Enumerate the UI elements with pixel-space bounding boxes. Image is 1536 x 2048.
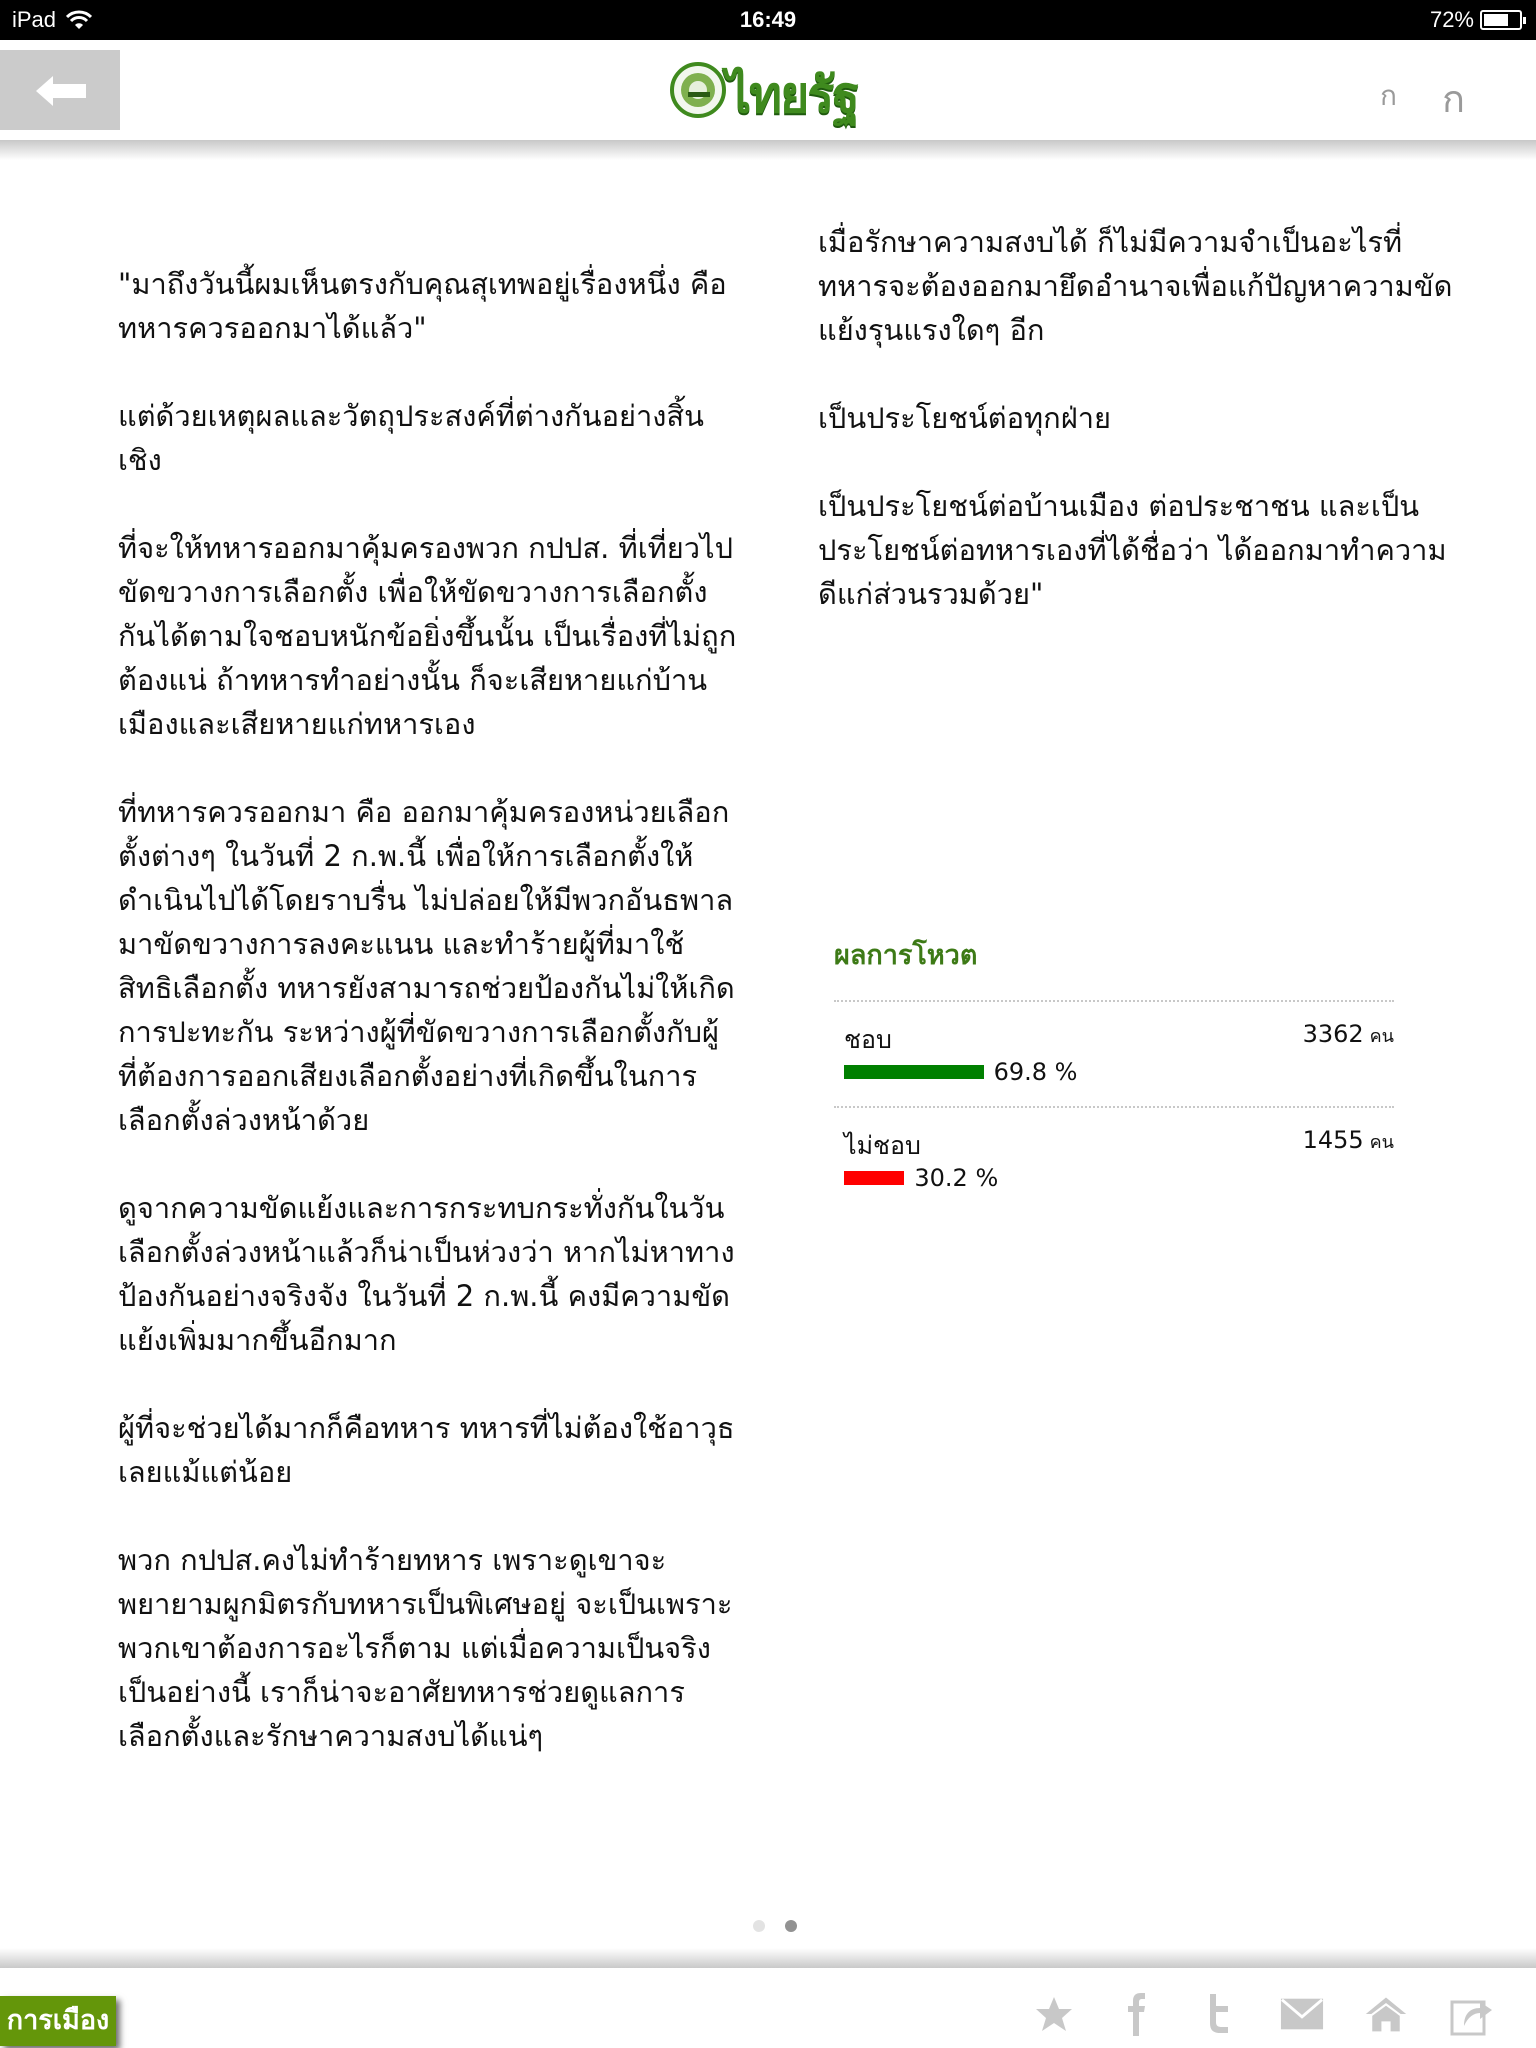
share-icon[interactable] — [1450, 1992, 1494, 2036]
poll-title: ผลการโหวต — [834, 940, 978, 971]
poll-percent: 69.8 % — [993, 1058, 1078, 1086]
page-dot[interactable] — [785, 1920, 797, 1932]
star-icon[interactable] — [1032, 1992, 1076, 2036]
battery-tip — [1523, 17, 1526, 24]
toolbar-shadow — [0, 1948, 1536, 1968]
logo-text: ไทยรัฐ — [726, 66, 858, 124]
page-dot[interactable] — [753, 1920, 765, 1932]
mail-icon[interactable] — [1280, 1992, 1324, 2036]
poll-option-label: ชอบ — [844, 1025, 892, 1054]
app-header — [0, 40, 1536, 140]
article-paragraph: ที่จะให้ทหารออกมาคุ้มครองพวก กปปส. ที่เที่ยวไปขัดขวางการเลือกตั้ง เพื่อให้ขัดขวางการเลือกตั้งกันได้ตามใจชอบหนักข้อยิ่งขึ้นนั้น เป็นเรื่องที่ไม่ถูกต้องแน่ ถ้าทหารทำอย่างนั้น ก็จะเสียหายแก่บ้านเมืองและเสียหายแก่ทหารเอง — [118, 531, 737, 741]
poll-option-label: ไม่ชอบ — [844, 1131, 921, 1160]
article-paragraph: ที่ทหารควรออกมา คือ ออกมาคุ้มครองหน่วยเลือกตั้งต่างๆ ในวันที่ 2 ก.พ.นี้ เพื่อให้การเลือกตั้งให้ดำเนินไปได้โดยราบรื่น ไม่ปล่อยให้มีพวกอันธพาลมาขัดขวางการลงคะแนน และทำร้ายผู้ที่มาใช้สิทธิเลือกตั้ง ทหารยังสามารถช่วยป้องกันไม่ให้เกิดการปะทะกัน ระหว่างผู้ที่ขัดขวางการเลือกตั้งกับผู้ที่ต้องการออกเสียงเลือกตั้งอย่างที่เกิดขึ้นในการเลือกตั้งล่วงหน้าด้วย — [118, 795, 735, 1137]
twitter-icon[interactable] — [1196, 1992, 1240, 2036]
battery-percent: 72% — [1429, 7, 1474, 32]
poll-count-value: 3362 — [1302, 1020, 1364, 1048]
battery-icon — [1480, 10, 1522, 30]
device-name: iPad — [12, 7, 57, 32]
thairath-logo[interactable] — [668, 52, 878, 128]
back-button[interactable] — [0, 50, 120, 130]
poll-results — [834, 930, 1394, 1212]
poll-option-count — [1303, 1020, 1394, 1050]
poll-count-unit: คน — [1369, 1132, 1394, 1153]
logo-gear-emblem — [670, 62, 726, 118]
article-paragraph: ดูจากความขัดแย้งและการกระทบกระทั่งกันในวันเลือกตั้งล่วงหน้าแล้วก็น่าเป็นห่วงว่า หากไม่หาทางป้องกันอย่างจริงจัง ในวันที่ 2 ก.พ.นี้ คงมีความขัดแย้งเพิ่มมากขึ้นอีกมาก — [118, 1191, 735, 1357]
article-paragraph: แต่ด้วยเหตุผลและวัตถุประสงค์ที่ต่างกันอย่างสิ้นเชิง — [118, 399, 704, 477]
poll-bar-wrap — [844, 1164, 998, 1192]
page-indicator — [0, 1920, 1536, 1932]
header-shadow — [0, 140, 1536, 160]
arrow-left-icon — [36, 76, 86, 106]
home-icon[interactable] — [1364, 1992, 1408, 2036]
status-bar — [0, 0, 1536, 40]
status-time: 16:49 — [739, 7, 797, 32]
poll-bar-wrap — [844, 1058, 1077, 1086]
article-paragraph: พวก กปปส.คงไม่ทำร้ายทหาร เพราะดูเขาจะพยายามผูกมิตรกับทหารเป็นพิเศษอยู่ จะเป็นเพราะพวกเขาต้องการอะไรก็ตาม แต่เมื่อความเป็นจริงเป็นอย่างนี้ เราก็น่าจะอาศัยทหารช่วยดูแลการเลือกตั้งและรักษาความสงบได้แน่ๆ — [118, 1543, 733, 1753]
poll-percent: 30.2 % — [914, 1164, 999, 1192]
poll-count-unit: คน — [1369, 1026, 1394, 1047]
bottom-toolbar — [0, 1968, 1536, 2048]
article-paragraph: เมื่อรักษาความสงบได้ ก็ไม่มีความจำเป็นอะไรที่ทหารจะต้องออกมายึดอำนาจเพื่อแก้ปัญหาความขัดแย้งรุนแรงใดๆ อีก — [818, 225, 1453, 347]
poll-bar-like — [844, 1065, 984, 1079]
poll-option-dislike — [834, 1108, 1394, 1212]
poll-option-like — [834, 1002, 1394, 1106]
status-right — [1430, 7, 1522, 33]
poll-bar-dislike — [844, 1171, 904, 1185]
article-paragraph: เป็นประโยชน์ต่อทุกฝ่าย — [818, 401, 1111, 435]
article-column-right — [818, 220, 1458, 660]
battery-fill — [1484, 14, 1508, 26]
font-size-decrease-button[interactable]: ก — [1380, 79, 1397, 112]
category-tag[interactable]: การเมือง — [0, 1996, 116, 2046]
article-column-left — [118, 262, 738, 1802]
font-size-increase-button[interactable]: ก — [1442, 77, 1466, 121]
article-paragraph: เป็นประโยชน์ต่อบ้านเมือง ต่อประชาชน และเป็นประโยชน์ต่อทหารเองที่ได้ชื่อว่า ได้ออกมาทำความดีแก่ส่วนรวมด้วย" — [818, 489, 1447, 611]
article-paragraph: "มาถึงวันนี้ผมเห็นตรงกับคุณสุเทพอยู่เรื่องหนึ่ง คือ ทหารควรออกมาได้แล้ว" — [118, 267, 727, 345]
facebook-icon[interactable] — [1114, 1992, 1158, 2036]
article-paragraph: ผู้ที่จะช่วยได้มากก็คือทหาร ทหารที่ไม่ต้องใช้อาวุธเลยแม้แต่น้อย — [118, 1411, 735, 1489]
poll-count-value: 1455 — [1302, 1126, 1364, 1154]
poll-option-count — [1303, 1126, 1394, 1156]
